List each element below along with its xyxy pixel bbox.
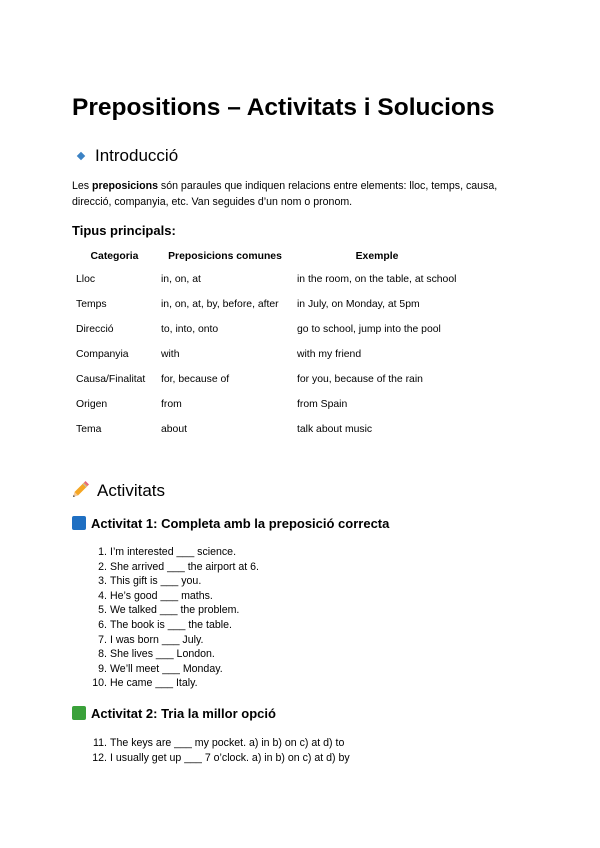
list-item-text: We talked ___ the problem. [110,604,240,617]
table-cell: with [161,349,180,360]
list-item-number: 5. [98,604,107,617]
list-item-text: The keys are ___ my pocket. a) in b) on c) at d) to [110,737,345,749]
table-cell: Tema [76,424,102,435]
list-item-text: This gift is ___ you. [110,575,202,588]
blue-square-icon [72,516,86,530]
activity1-list [88,545,259,691]
list-item-text: We’ll meet ___ Monday. [110,662,223,675]
list-item-text: She arrived ___ the airport at 6. [110,560,259,573]
pencil-icon [72,480,92,503]
table-cell: with my friend [297,349,362,360]
table-row [72,317,461,342]
table-header: Categoria [90,250,139,262]
activities-heading [72,480,165,503]
list-item [88,736,350,751]
table-cell: go to school, jump into the pool [297,324,441,335]
table-row [72,342,461,367]
list-item [88,618,259,633]
table-cell: about [161,424,188,435]
prepositions-table [72,245,461,442]
list-item [88,589,259,604]
list-item-text: He came ___ Italy. [110,677,198,690]
list-item-number: 1. [98,546,107,558]
table-cell: Lloc [76,274,96,285]
list-item [88,545,259,560]
list-item [88,603,259,618]
table-cell: in, on, at [161,274,201,285]
table-cell: Origen [76,399,108,410]
types-heading: Tipus principals: [72,223,176,238]
table-cell: Companyia [76,349,129,360]
page-title: Prepositions – Activitats i Solucions [72,94,495,121]
blue-diamond-icon [77,151,85,159]
table-cell: Direcció [76,324,114,335]
activity1-heading-label: Activitat 1: Completa amb la preposició correcta [91,516,390,531]
table-row [72,417,461,442]
table-cell: talk about music [297,424,373,435]
table-cell: in, on, at, by, before, after [161,299,279,310]
table-cell: for, because of [161,374,230,385]
intro-heading [72,146,178,166]
list-item-text: The book is ___ the table. [110,618,232,631]
table-header: Exemple [355,250,399,262]
table-cell: from Spain [297,399,348,410]
list-item-number: 8. [98,648,107,661]
intro-heading-label: Introducció [95,146,179,165]
table-cell: to, into, onto [161,324,219,335]
list-item [88,633,259,648]
intro-text-end: són paraules que indiquen relacions entre elements: lloc, temps, causa, direcció, companyia, etc. Van seguides d’un nom o pronom. [72,180,498,208]
intro-text-start: Les [72,180,93,192]
list-item-text: He’s good ___ maths. [110,589,213,602]
table-cell: in July, on Monday, at 5pm [297,299,420,310]
table-row [72,392,461,417]
list-item [88,647,259,662]
list-item-number: 11. [93,737,107,749]
list-item [88,751,350,766]
activity2-heading-label: Activitat 2: Tria la millor opció [91,706,276,721]
table-row [72,267,461,292]
table-header: Preposicions comunes [168,250,282,262]
list-item-number: 3. [98,575,107,588]
table-row [72,367,461,392]
list-item-text: I usually get up ___ 7 o’clock. a) in b) on c) at d) by [110,751,350,764]
list-item [88,676,259,691]
table-cell: for you, because of the rain [297,374,423,385]
list-item-text: She lives ___ London. [110,648,215,661]
list-item-number: 2. [98,560,107,573]
list-item-number: 6. [98,618,107,631]
list-item [88,574,259,589]
table-cell: Causa/Finalitat [76,374,146,385]
table-row [72,292,461,317]
activities-heading-label: Activitats [97,481,166,500]
list-item [88,662,259,677]
list-item [88,560,259,575]
list-item-number: 12. [92,751,107,764]
list-item-number: 9. [98,662,107,675]
table-cell: in the room, on the table, at school [297,274,457,285]
green-square-icon [72,706,86,720]
intro-paragraph [72,178,532,210]
intro-text-bold: preposicions [92,180,158,192]
table-cell: from [161,399,182,410]
list-item-text: I was born ___ July. [110,633,204,646]
table-header-row [72,245,461,267]
activity1-heading [72,516,389,531]
list-item-text: I’m interested ___ science. [110,546,237,558]
list-item-number: 7. [98,633,107,646]
activity2-heading [72,706,276,721]
table-cell: Temps [76,299,107,310]
list-item-number: 4. [98,589,107,602]
list-item-number: 10. [92,677,107,690]
activity2-list [88,736,350,765]
